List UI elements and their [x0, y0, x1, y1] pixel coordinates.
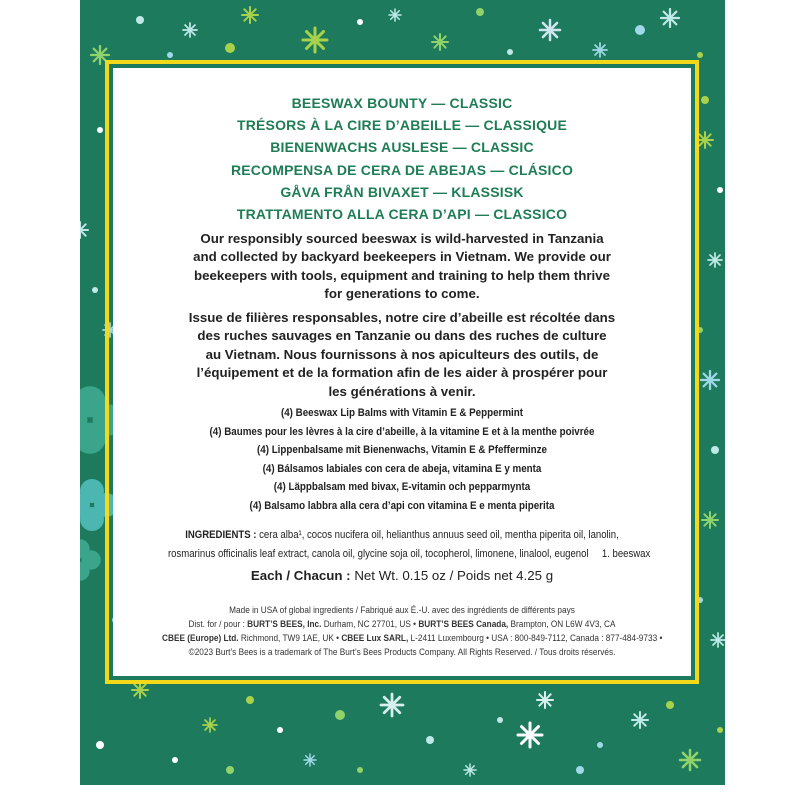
yellow-frame — [105, 60, 699, 684]
paragraph-line: les générations à venir. — [328, 383, 476, 399]
snowflake-icon — [464, 764, 476, 776]
snowflake-icon — [432, 34, 448, 50]
snowflake-icon — [697, 132, 713, 148]
snowflake-icon — [518, 723, 542, 747]
snowflake-icon — [632, 712, 648, 728]
product-contents-list — [133, 404, 671, 516]
speckle-dot — [335, 710, 345, 720]
snowflake-icon — [304, 754, 316, 766]
paragraph-line: beekeepers with tools, equipment and training to help them thrive — [194, 267, 610, 283]
legal-block — [123, 604, 681, 660]
title-italian: TRATTAMENTO ALLA CERA D’API — CLASSICO — [236, 206, 568, 223]
product-line-spanish: (4) Bálsamos labiales con cera de abeja, vitamina E y menta — [262, 462, 542, 475]
snowflake-icon — [540, 20, 560, 40]
snowflake-icon — [711, 633, 725, 647]
speckle-dot — [277, 727, 283, 733]
snowflake-icon — [537, 692, 553, 708]
speckle-dot — [357, 19, 363, 25]
snowflake-icon — [680, 750, 700, 770]
speckle-dot — [97, 127, 103, 133]
snowflake-icon — [702, 512, 718, 528]
speckle-dot — [357, 767, 363, 773]
legal-text: L-2411 Luxembourg • USA : 800-849-7112, Canada : 877-484-9733 • — [410, 633, 663, 644]
legal-brand: BURT’S BEES Canada, — [418, 619, 509, 630]
paragraph-line: for generations to come. — [324, 286, 480, 302]
ingredients-footnote: 1. beeswax — [601, 548, 651, 560]
speckle-dot — [226, 766, 234, 774]
label-panel — [113, 68, 691, 676]
snowflake-icon — [203, 718, 217, 732]
speckle-dot — [697, 52, 703, 58]
product-line-english: (4) Beeswax Lip Balms with Vitamin E & Peppermint — [280, 407, 524, 419]
product-line-german: (4) Lippenbalsame mit Bienenwachs, Vitamin E & Pfefferminze — [257, 444, 547, 457]
clover-icon — [80, 539, 101, 581]
legal-text: Richmond, TW9 1AE, UK • — [240, 633, 340, 644]
speckle-dot — [225, 43, 235, 53]
snowflake-icon — [183, 23, 197, 37]
speckle-dot — [597, 742, 603, 748]
snowflake-icon — [80, 222, 88, 238]
legal-text: Durham, NC 27701, US • — [323, 619, 417, 630]
speckle-dot — [635, 25, 645, 35]
snowflake-icon — [132, 682, 148, 698]
speckle-dot — [172, 757, 178, 763]
legal-brand: CBEE Lux SARL, — [341, 633, 409, 644]
title-swedish: GÅVA FRÅN BIVAXET — KLASSISK — [280, 183, 524, 200]
speckle-dot — [476, 8, 484, 16]
legal-line-3 — [162, 632, 663, 646]
legal-line-4: ©2023 Burt’s Bees is a trademark of The Burt’s Bees Products Company. All Rights Reserved. / Tous droits réservés. — [188, 647, 616, 658]
snowflake-icon — [661, 9, 679, 27]
legal-text: Dist. for / pour : — [188, 619, 245, 630]
speckle-dot — [701, 96, 709, 104]
legal-brand: BURT’S BEES, Inc. — [247, 619, 322, 630]
speckle-dot — [666, 701, 674, 709]
ingredients-text-2: rosmarinus officinalis leaf extract, canola oil, glycine soja oil, tocopherol, limonene, linalool, eugenol — [167, 548, 589, 560]
speckle-dot — [717, 187, 723, 193]
speckle-dot — [167, 52, 173, 58]
sourcing-paragraph-french — [151, 309, 653, 401]
ingredients-text-1: cera alba¹, cocos nucifera oil, helianthus annuus seed oil, mentha piperita oil, lanolin, — [259, 529, 619, 541]
product-line-french: (4) Baumes pour les lèvres à la cire d’abeille, à la vitamine E et à la menthe poivrée — [209, 425, 595, 438]
product-title-block — [113, 92, 691, 225]
speckle-dot — [136, 16, 144, 24]
ingredients-line-2 — [167, 545, 651, 564]
title-french: TRÉSORS À LA CIRE D’ABEILLE — CLASSIQUE — [236, 117, 568, 134]
title-german: BIENENWACHS AUSLESE — CLASSIC — [270, 139, 534, 156]
product-line-italian: (4) Balsamo labbra alla cera d’api con vitamina E e menta piperita — [249, 499, 555, 512]
legal-line-1: Made in USA of global ingredients / Fabriqué aux É.-U. avec des ingrédients de différents pays — [229, 605, 575, 616]
snowflake-icon — [381, 694, 403, 716]
snowflake-icon — [701, 371, 719, 389]
product-line-swedish: (4) Läppbalsam med bivax, E-vitamin och pepparmynta — [273, 481, 531, 494]
snowflake-icon — [389, 9, 401, 21]
speckle-dot — [92, 287, 98, 293]
sourcing-paragraph-english — [151, 230, 653, 304]
snowflake-icon — [242, 7, 258, 23]
snowflake-icon — [708, 253, 722, 267]
legal-line-2 — [162, 618, 642, 632]
title-spanish: RECOMPENSA DE CERA DE ABEJAS — CLÁSICO — [230, 161, 574, 178]
net-weight-value: Net Wt. 0.15 oz / Poids net 4.25 g — [354, 568, 554, 583]
title-english: BEESWAX BOUNTY — CLASSIC — [291, 95, 513, 111]
net-weight — [113, 568, 691, 583]
snowflake-icon — [303, 28, 327, 52]
speckle-dot — [246, 696, 254, 704]
ingredients-label: INGREDIENTS : — [185, 529, 257, 541]
paragraph-line: des ruches sauvages en Tanzanie ou dans des ruches de culture — [197, 328, 607, 344]
net-weight-label: Each / Chacun : — [250, 568, 351, 583]
speckle-dot — [426, 736, 434, 744]
snowflake-icon — [593, 43, 607, 57]
speckle-dot — [711, 446, 719, 454]
legal-text: Brampton, ON L6W 4V3, CA — [510, 619, 616, 630]
speckle-dot — [507, 49, 513, 55]
speckle-dot — [717, 727, 723, 733]
speckle-dot — [497, 717, 503, 723]
paragraph-line: and collected by backyard beekeepers in Vietnam. We provide our — [193, 249, 611, 265]
ingredients-line-1 — [168, 526, 636, 545]
speckle-dot — [576, 766, 584, 774]
paragraph-line: Our responsibly sourced beeswax is wild-harvested in Tanzania — [200, 231, 604, 246]
speckle-dot — [96, 741, 104, 749]
ingredients-block — [133, 526, 671, 564]
legal-brand: CBEE (Europe) Ltd. — [162, 633, 239, 644]
paragraph-line: au Vietnam. Nous fournissons à nos apiculteurs des outils, de — [205, 346, 599, 362]
paragraph-line: Issue de filières responsables, notre cire d’abeille est récoltée dans — [188, 310, 616, 325]
paragraph-line: l’équipement et de la formation afin de les aider à prospérer pour — [196, 365, 608, 381]
